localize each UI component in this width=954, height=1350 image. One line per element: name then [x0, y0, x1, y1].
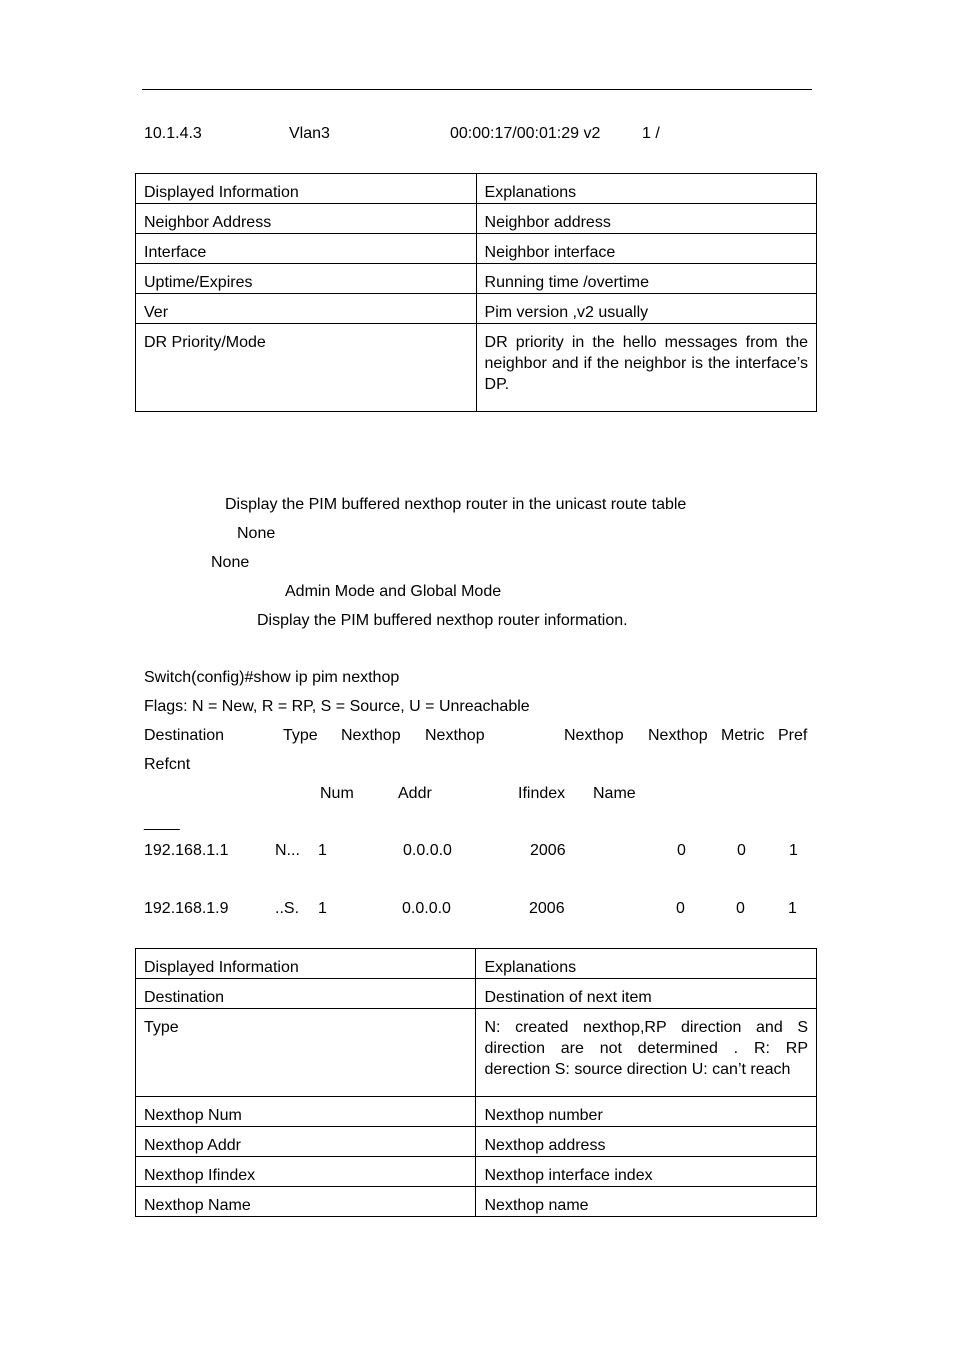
column-header: Metric: [721, 727, 765, 744]
column-subheader: Ifindex: [518, 785, 566, 802]
neighbor-interface-value: Vlan3: [289, 125, 330, 142]
table-cell: Nexthop Num: [136, 1097, 476, 1127]
table-cell: Ver: [136, 294, 477, 324]
table-row: [136, 204, 817, 234]
output-cell: 1: [789, 842, 798, 859]
output-cell: 1: [318, 842, 327, 859]
output-cell: 0: [736, 900, 745, 917]
header-rule: [142, 89, 812, 90]
example-flags: Flags: N = New, R = RP, S = Source, U = Unreachable: [144, 698, 530, 715]
table-cell: Nexthop address: [476, 1127, 817, 1157]
table-header-cell: Displayed Information: [136, 949, 476, 979]
table-row: [136, 1097, 817, 1127]
table-cell: Nexthop Name: [136, 1187, 476, 1217]
neighbor-priority-value: 1 /: [642, 125, 660, 142]
table-row: [136, 264, 817, 294]
table-row: [136, 1157, 817, 1187]
nexthop-explanation-table: [135, 948, 817, 1217]
output-cell: 192.168.1.1: [144, 842, 229, 859]
table-cell: Nexthop name: [476, 1187, 817, 1217]
output-cell: ..S.: [275, 900, 300, 917]
column-header: Type: [283, 727, 318, 744]
table-cell: Pim version ,v2 usually: [476, 294, 816, 324]
column-header: Nexthop: [341, 727, 401, 744]
table-cell: Interface: [136, 234, 477, 264]
table-cell: Neighbor address: [476, 204, 816, 234]
table-header-cell: Explanations: [476, 174, 816, 204]
table-cell: Nexthop number: [476, 1097, 817, 1127]
table-cell: Destination of next item: [476, 979, 817, 1009]
column-header-wrap: Refcnt: [144, 756, 191, 773]
table-cell: Uptime/Expires: [136, 264, 477, 294]
table-cell: Destination: [136, 979, 476, 1009]
table-cell: Neighbor interface: [476, 234, 816, 264]
output-cell: 1: [788, 900, 797, 917]
neighbor-address-value: 10.1.4.3: [144, 125, 202, 142]
column-header: Pref: [778, 727, 808, 744]
table-cell: Nexthop interface index: [476, 1157, 817, 1187]
example-command: Switch(config)#show ip pim nexthop: [144, 669, 400, 686]
output-cell: 0: [677, 842, 686, 859]
command-usage: Display the PIM buffered nexthop router information.: [257, 612, 628, 629]
table-header-row: [136, 949, 817, 979]
column-header: Destination: [144, 727, 225, 744]
table-row: [136, 324, 817, 412]
column-header: Nexthop: [648, 727, 708, 744]
table-cell: Nexthop Ifindex: [136, 1157, 476, 1187]
table-header-cell: Displayed Information: [136, 174, 477, 204]
column-header: Nexthop: [425, 727, 485, 744]
output-cell: 0.0.0.0: [402, 900, 451, 917]
table-row: [136, 1187, 817, 1217]
output-cell: N...: [275, 842, 300, 859]
table-cell: Nexthop Addr: [136, 1127, 476, 1157]
output-cell: 0.0.0.0: [403, 842, 452, 859]
table-header-cell: Explanations: [476, 949, 817, 979]
table-header-row: [136, 174, 817, 204]
neighbor-uptime-value: 00:00:17/00:01:29 v2: [450, 125, 601, 142]
command-mode: Admin Mode and Global Mode: [285, 583, 502, 600]
separator-line: ____: [144, 814, 180, 831]
table-row: [136, 979, 817, 1009]
command-parameter: None: [237, 525, 276, 542]
table-cell: Neighbor Address: [136, 204, 477, 234]
neighbor-explanation-table: [135, 173, 817, 412]
command-function: Display the PIM buffered nexthop router in the unicast route table: [225, 496, 687, 513]
table-row: [136, 1009, 817, 1097]
output-cell: 0: [676, 900, 685, 917]
table-row: [136, 294, 817, 324]
column-subheader: Name: [593, 785, 636, 802]
table-row: [136, 234, 817, 264]
output-cell: 192.168.1.9: [144, 900, 229, 917]
table-cell: Running time /overtime: [476, 264, 816, 294]
output-cell: 2006: [529, 900, 565, 917]
output-cell: 0: [737, 842, 746, 859]
table-row: [136, 1127, 817, 1157]
command-default: None: [211, 554, 250, 571]
table-cell: DR Priority/Mode: [136, 324, 477, 412]
output-cell: 1: [318, 900, 327, 917]
table-cell: Type: [136, 1009, 476, 1097]
column-subheader: Num: [320, 785, 354, 802]
column-subheader: Addr: [398, 785, 432, 802]
output-cell: 2006: [530, 842, 566, 859]
table-cell: DR priority in the hello messages from the neighbor and if the neighbor is the interface’s DP.: [476, 324, 816, 412]
table-cell: N: created nexthop,RP direction and S direction are not determined . R: RP derection S: source direction U: can’t reach: [476, 1009, 817, 1097]
column-header: Nexthop: [564, 727, 624, 744]
